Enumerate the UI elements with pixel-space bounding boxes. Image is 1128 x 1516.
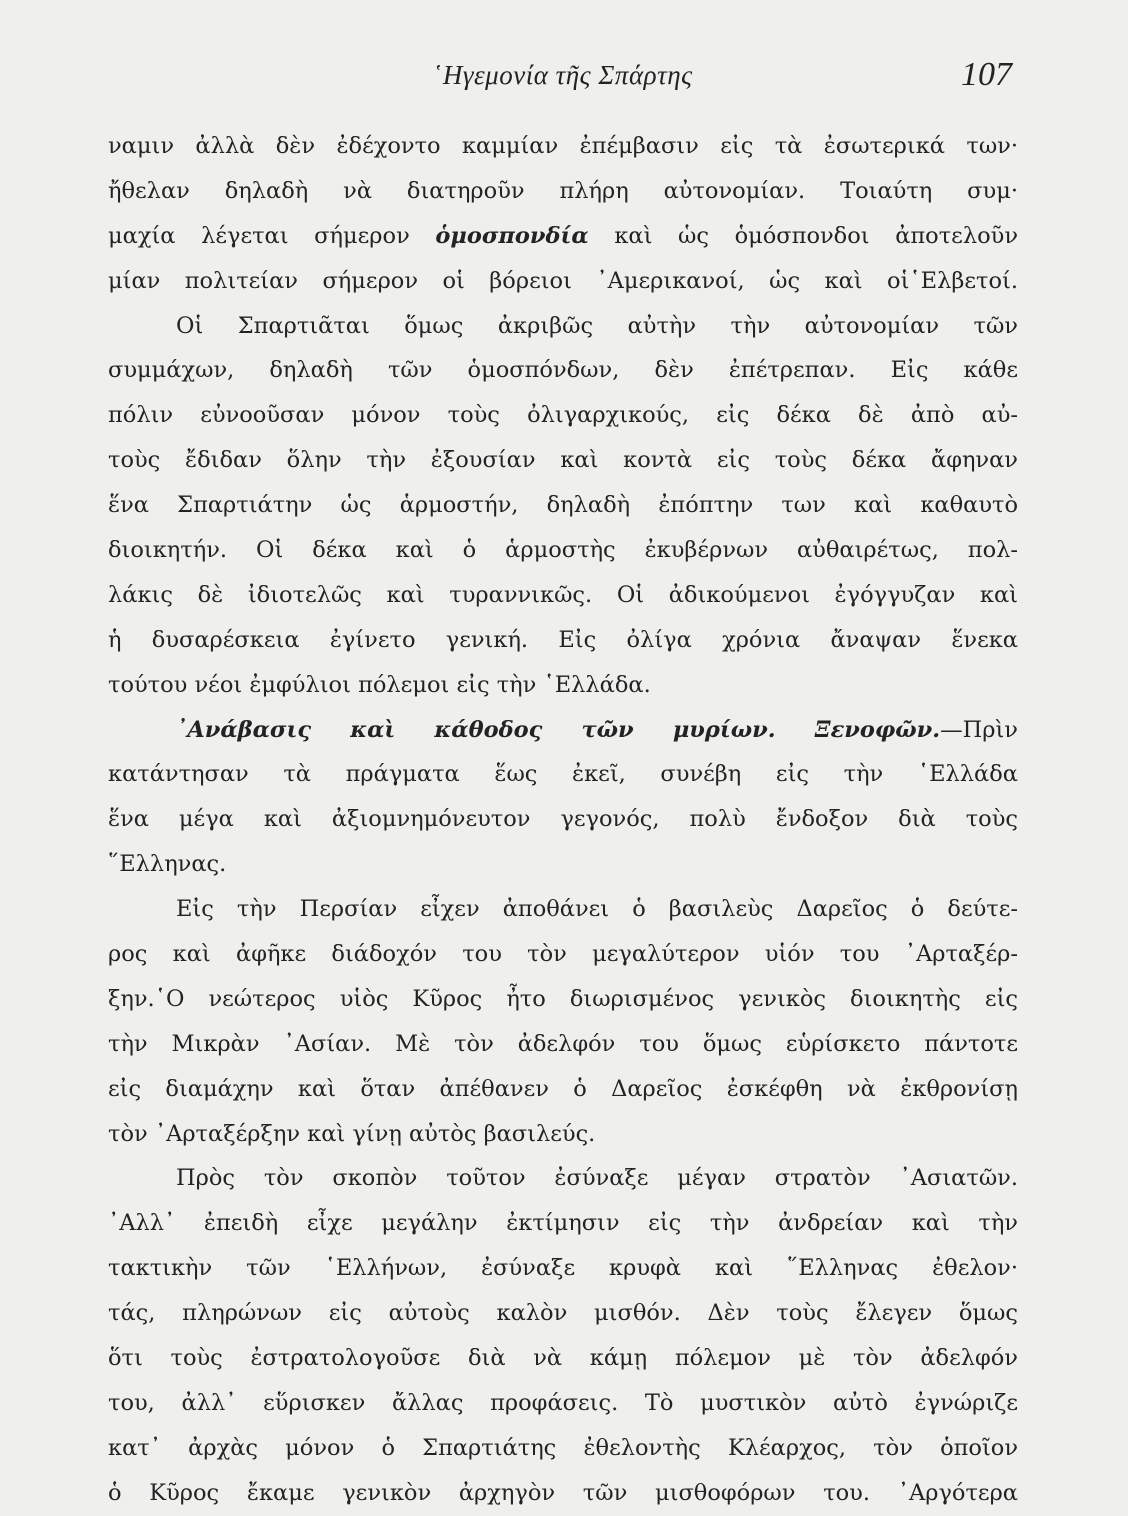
text-line: ρος καὶ ἀφῆκε διάδοχόν του τὸν μεγαλύτερον υἱόν του ᾿Αρταξέρ-	[108, 941, 1018, 968]
section-heading-continuation: —Πρὶν	[940, 716, 1018, 743]
text-line: Οἱ Σπαρτιᾶται ὅμως ἀκριβῶς αὐτὴν τὴν αὐτονομίαν τῶν	[176, 312, 1018, 339]
text-line: ῞Ελληνας.	[108, 851, 227, 878]
text-line: τακτικὴν τῶν ῾Ελλήνων, ἐσύναξε κρυφὰ καὶ ῞Ελληνας ἐθελον·	[108, 1255, 1018, 1282]
emphasized-term: ὁμοσπονδία	[435, 222, 589, 249]
text-line: ἡ δυσαρέσκεια ἐγίνετο γενική. Εἰς ὀλίγα χρόνια ἄναψαν ἕνεκα	[108, 626, 1018, 653]
text-line: κατάντησαν τὰ πράγματα ἕως ἐκεῖ, συνέβη εἰς τὴν ῾Ελλάδα	[108, 761, 1018, 788]
text-line-start: μαχία λέγεται σήμερον	[108, 222, 436, 249]
text-line: τὸν ᾿Αρταξέρξην καὶ γίνῃ αὐτὸς βασιλεύς.	[108, 1120, 596, 1147]
text-line	[108, 214, 1018, 259]
text-line: πόλιν εὐνοοῦσαν μόνον τοὺς ὀλιγαρχικούς, εἰς δέκα δὲ ἀπὸ αὐ-	[108, 402, 1018, 429]
text-line: λάκις δὲ ἰδιοτελῶς καὶ τυραννικῶς. Οἱ ἀδικούμενοι ἐγόγγυζαν καὶ	[108, 581, 1018, 608]
text-line: ὁ Κῦρος ἔκαμε γενικὸν ἀρχηγὸν τῶν μισθοφόρων του. ᾿Αργότερα	[108, 1479, 1018, 1506]
text-line: Εἰς τὴν Περσίαν εἶχεν ἀποθάνει ὁ βασιλεὺς Δαρεῖος ὁ δεύτε-	[176, 896, 1018, 923]
text-line: τὴν Μικρὰν ᾿Ασίαν. Μὲ τὸν ἀδελφόν του ὅμως εὑρίσκετο πάντοτε	[108, 1030, 1018, 1057]
text-line: ἕνα μέγα καὶ ἀξιομνημόνευτον γεγονός, πολὺ ἔνδοξον διὰ τοὺς	[108, 806, 1018, 833]
text-line: ἤθελαν δηλαδὴ νὰ διατηροῦν πλήρη αὐτονομίαν. Τοιαύτη συμ·	[108, 177, 1018, 204]
text-line: τάς, πληρώνων εἰς αὐτοὺς καλὸν μισθόν. Δὲν τοὺς ἔλεγεν ὅμως	[108, 1300, 1018, 1327]
text-line: ᾿Αλλ᾿ ἐπειδὴ εἶχε μεγάλην ἐκτίμησιν εἰς τὴν ἀνδρείαν καὶ τὴν	[108, 1210, 1018, 1237]
text-line: τούτου νέοι ἐμφύλιοι πόλεμοι εἰς τὴν ῾Ελλάδα.	[108, 671, 651, 698]
body-text	[108, 124, 1018, 1516]
text-line: ξην.῾Ο νεώτερος υἱὸς Κῦρος ἦτο διωρισμένος γενικὸς διοικητὴς εἰς	[108, 985, 1018, 1012]
text-line: Πρὸς τὸν σκοπὸν τοῦτον ἐσύναξε μέγαν στρατὸν ᾿Ασιατῶν.	[176, 1165, 1018, 1192]
page-number: 107	[961, 56, 1012, 93]
text-line: συμμάχων, δηλαδὴ τῶν ὁμοσπόνδων, δὲν ἐπέτρεπαν. Εἰς κάθε	[108, 357, 1018, 384]
section-heading: ᾿Ανάβασις καὶ κάθοδος τῶν μυρίων. Ξενοφῶν.	[176, 716, 941, 743]
text-line: ναμιν ἀλλὰ δὲν ἐδέχοντο καμμίαν ἐπέμβασιν εἰς τὰ ἐσωτερικά των·	[108, 133, 1018, 159]
text-line: διοικητήν. Οἱ δέκα καὶ ὁ ἁρμοστὴς ἐκυβέρνων αὐθαιρέτως, πολ-	[108, 537, 1018, 564]
chapter-title: ῾Ηγεμονία τῆς Σπάρτης	[433, 60, 693, 90]
section-heading-line	[108, 708, 1018, 753]
text-line: τοὺς ἔδιδαν ὅλην τὴν ἐξουσίαν καὶ κοντὰ εἰς τοὺς δέκα ἄφηναν	[108, 447, 1018, 474]
text-line: ὅτι τοὺς ἐστρατολογοῦσε διὰ νὰ κάμῃ πόλεμον μὲ τὸν ἀδελφόν	[108, 1345, 1018, 1372]
running-head	[108, 52, 1018, 100]
text-line: ἕνα Σπαρτιάτην ὡς ἁρμοστήν, δηλαδὴ ἐπόπτην των καὶ καθαυτὸ	[108, 492, 1018, 519]
text-line: του, ἀλλ᾿ εὕρισκεν ἄλλας προφάσεις. Τὸ μυστικὸν αὐτὸ ἐγνώριζε	[108, 1389, 1018, 1416]
text-line: κατ᾿ ἀρχὰς μόνον ὁ Σπαρτιάτης ἐθελοντὴς Κλέαρχος, τὸν ὁποῖον	[108, 1434, 1018, 1461]
text-line: μίαν πολιτείαν σήμερον οἱ βόρειοι ᾿Αμερικανοί, ὡς καὶ οἱ῾Ελβετοί.	[108, 267, 1018, 294]
text-line-end: καὶ ὡς ὁμόσπονδοι ἀποτελοῦν	[588, 222, 1018, 249]
text-line: εἰς διαμάχην καὶ ὅταν ἀπέθανεν ὁ Δαρεῖος ἐσκέφθη νὰ ἐκθρονίσῃ	[108, 1075, 1018, 1102]
